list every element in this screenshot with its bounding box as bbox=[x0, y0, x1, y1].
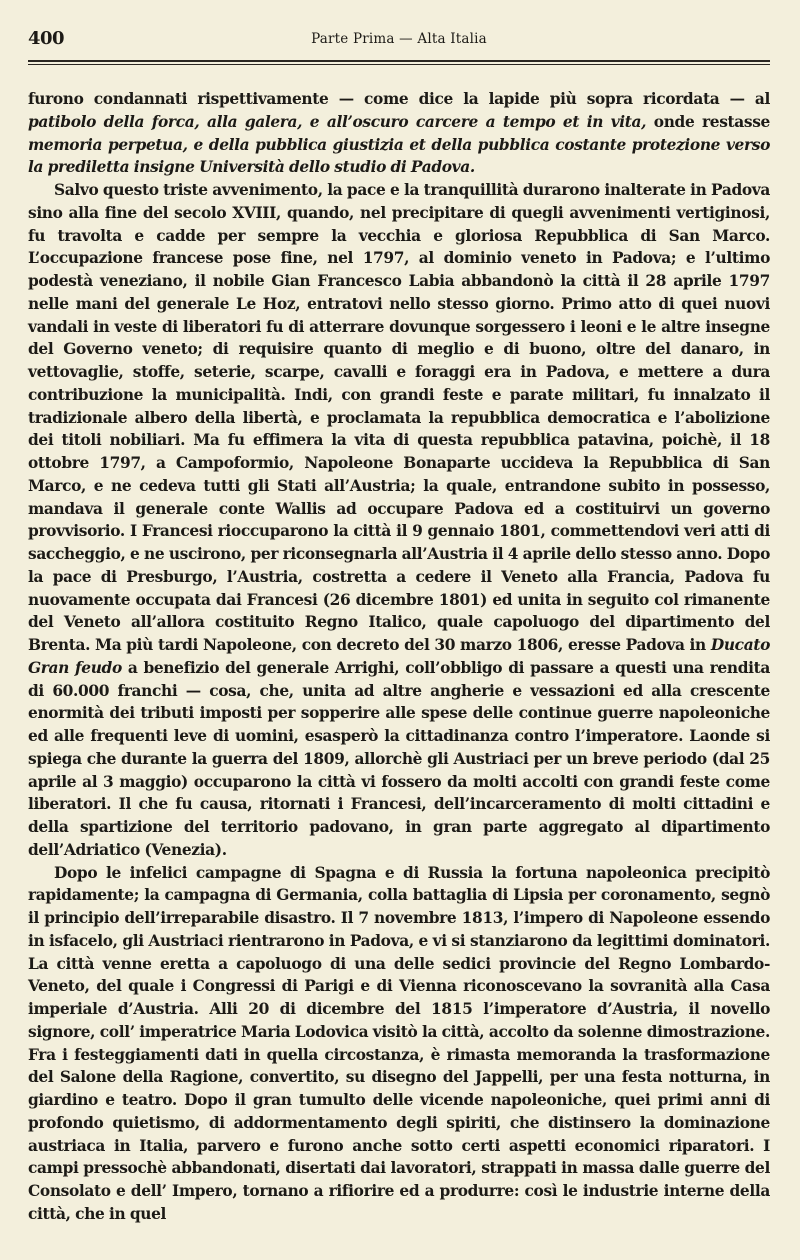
running-title: Parte Prima — Alta Italia bbox=[311, 31, 487, 47]
page-number: 400 bbox=[28, 28, 65, 49]
paragraph bbox=[28, 179, 770, 862]
italic-text: Ducato Gran feudo bbox=[28, 636, 770, 677]
text-segment: furono condannati rispettivamente — come dice la lapide più sopra ricordata — al bbox=[28, 90, 770, 108]
header-rule-thin bbox=[28, 64, 770, 65]
text-segment: Dopo le infelici campagne di Spagna e di Russia la fortuna napoleonica precipitò rapidamente; la campagna di Germania, colla battaglia di Lipsia per coronamento, segnò il principio dell’irreparabile disastro. Il 7 novembre 1813, l’impero di Napoleone essendo in isfacelo, gli Austriaci rientrarono in Padova, e vi si stanziarono da legittimi dominatori. La città venne eretta a capoluogo di una delle sedici provincie del Regno Lombardo-Veneto, del quale i Congressi di Parigi e di Vienna riconoscevano la sovranità alla Casa imperiale d’Austria. Alli 20 di dicembre del 1815 l’imperatore d’Austria, il novello signore, coll’ imperatrice Maria Lodovica visitò la città, accolto da solenne dimostrazione. Fra i festeggiamenti dati in quella circostanza, è rimasta memoranda la trasformazione del Salone della Ragione, convertito, su disegno del Jappelli, per una festa notturna, in giardino e teatro. Dopo il gran tumulto delle vicende napoleoniche, quei primi anni di profondo quietismo, di addormentamento degli spiriti, che distinsero la dominazione austriaca in Italia, parvero e furono anche sotto certi aspetti economici riparatori. I campi pressochè abbandonati, disertati dai lavoratori, strappati in massa dalle guerre del Consolato e dell’ Impero, tornano a rifiorire ed a produrre: così le industrie interne della città, che in quel bbox=[28, 863, 770, 1223]
body-text bbox=[28, 88, 770, 1226]
paragraph bbox=[28, 862, 770, 1226]
text-segment: onde restasse bbox=[646, 112, 770, 131]
page-header bbox=[28, 28, 770, 54]
header-rule bbox=[28, 60, 770, 62]
italic-text: memoria perpetua, e della pubblica giustizia et della pubblica costante protezione verso la prediletta insigne Università dello studio di Padova. bbox=[28, 135, 770, 177]
paragraph bbox=[28, 88, 770, 179]
text-segment: Salvo questo triste avvenimento, la pace e la tranquillità durarono inalterate in Padova sino alla fine del secolo XVIII, quando, nel precipitare di quegli avvenimenti vertiginosi, fu travolta e cadde per sempre la vecchia e gloriosa Repubblica di San Marco. L’occupazione francese pose fine, nel 1797, al dominio veneto in Padova; e l’ultimo podestà veneziano, il nobile Gian Francesco Labia abbandonò la città il 28 aprile 1797 nelle mani del generale Le Hoz, entratovi nello stesso giorno. Primo atto di quei nuovi vandali in veste di liberatori fu di atterrare dovunque sorgessero i leoni e le altre insegne del Governo veneto; di requisire quanto di meglio e di buono, oltre del danaro, in vettovaglie, stoffe, seterie, scarpe, cavalli e foraggi era in Padova, e mettere a dura contribuzione la municipalità. Indi, con grandi feste e parate militari, fu innalzato il tradizionale albero della libertà, e proclamata la repubblica democratica e l’abolizione dei titoli nobiliari. Ma fu effimera la vita di questa repubblica patavina, poichè, il 18 ottobre 1797, a Campoformio, Napoleone Bonaparte uccideva la Repubblica di San Marco, e ne cedeva tutti gli Stati all’Austria; la quale, entrandone subito in possesso, mandava il generale conte Wallis ad occupare Padova ed a costituirvi un governo provvisorio. I Francesi rioccuparono la città il 9 gennaio 1801, commettendovi veri atti di saccheggio, e ne uscirono, per riconsegnarla all’Austria il 4 aprile dello stesso anno. Dopo la pace di Presburgo, l’Austria, costretta a cedere il Veneto alla Francia, Padova fu nuovamente occupata dai Francesi (26 dicembre 1801) ed unita in seguito col rimanente del Veneto all’allora costituito Regno Italico, quale capoluogo del dipartimento del Brenta. Ma più tardi Napoleone, con decreto del 30 marzo 1806, eresse Padova in bbox=[28, 181, 770, 654]
italic-text: patibolo della forca, alla galera, e all’oscuro carcere a tempo et in vita, bbox=[28, 112, 647, 131]
text-segment: a benefizio del generale Arrighi, coll’obbligo di passare a questi una rendita di 60.000 franchi — cosa, che, unita ad altre angherie e vessazioni ed alla crescente enormità dei tributi imposti per sopperire alle spese delle continue guerre napoleoniche ed alle frequenti leve di uomini, esasperò la cittadinanza contro l’imperatore. Laonde si spiega che durante la guerra del 1809, allorchè gli Austriaci per un breve periodo (dal 25 aprile al 3 maggio) occuparono la città vi fossero da molti accolti con grandi feste come liberatori. Il che fu causa, ritornati i Francesi, dell’incarceramento di molti cittadini e della spartizione del territorio padovano, in gran parte aggregato al dipartimento dell’Adriatico (Venezia). bbox=[28, 658, 770, 859]
